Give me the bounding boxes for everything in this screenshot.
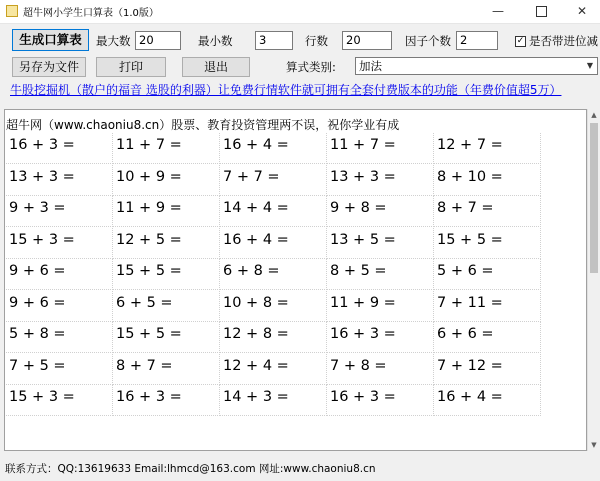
factors-label: 因子个数 bbox=[405, 34, 451, 48]
problem-cell: 15 + 5 = bbox=[113, 322, 220, 353]
problem-cell: 11 + 9 = bbox=[113, 196, 220, 227]
vertical-scrollbar[interactable] bbox=[587, 109, 600, 451]
problem-cell: 7 + 7 = bbox=[220, 165, 327, 196]
formula-type-label: 算式类别: bbox=[286, 60, 336, 74]
generate-button[interactable]: 生成口算表 bbox=[12, 29, 89, 51]
problem-cell: 10 + 9 = bbox=[113, 165, 220, 196]
maximize-icon bbox=[536, 6, 547, 17]
problem-cell: 5 + 6 = bbox=[434, 259, 541, 290]
scroll-up-icon[interactable]: ▲ bbox=[591, 111, 597, 119]
problem-cell: 7 + 12 = bbox=[434, 354, 541, 385]
min-number-label: 最小数 bbox=[198, 34, 233, 48]
problem-cell: 11 + 7 = bbox=[113, 133, 220, 164]
close-button[interactable]: ✕ bbox=[576, 4, 588, 18]
problem-cell: 8 + 7 = bbox=[113, 354, 220, 385]
problem-cell: 14 + 3 = bbox=[220, 385, 327, 416]
problem-cell: 15 + 3 = bbox=[6, 228, 113, 259]
problem-cell: 7 + 8 = bbox=[327, 354, 434, 385]
exit-button[interactable]: 退出 bbox=[182, 57, 250, 77]
rows-label: 行数 bbox=[305, 34, 328, 48]
problem-cell: 14 + 4 = bbox=[220, 196, 327, 227]
problem-cell: 16 + 3 = bbox=[6, 133, 113, 164]
problem-cell: 8 + 10 = bbox=[434, 165, 541, 196]
min-number-input[interactable]: 3 bbox=[255, 31, 293, 50]
contact-info: 联系方式：QQ:13619633 Email:lhmcd@163.com 网址:www.chaoniu8.cn bbox=[5, 463, 376, 475]
problem-cell: 6 + 6 = bbox=[434, 322, 541, 353]
maximize-button[interactable] bbox=[521, 0, 561, 23]
problem-cell: 15 + 5 = bbox=[434, 228, 541, 259]
chevron-down-icon: ▼ bbox=[586, 61, 594, 70]
carry-checkbox[interactable] bbox=[515, 36, 526, 47]
problem-cell: 8 + 5 = bbox=[327, 259, 434, 290]
problem-cell: 15 + 5 = bbox=[113, 259, 220, 290]
problem-cell: 12 + 4 = bbox=[220, 354, 327, 385]
sheet-header: 超牛网（www.chaoniu8.cn）股票、教育投资管理两不误，祝你学业有成 bbox=[6, 118, 400, 132]
scroll-down-icon[interactable]: ▼ bbox=[591, 441, 597, 449]
print-button[interactable]: 打印 bbox=[96, 57, 166, 77]
problem-cell: 16 + 3 = bbox=[327, 385, 434, 416]
rows-input[interactable]: 20 bbox=[342, 31, 392, 50]
problem-cell: 16 + 3 = bbox=[327, 322, 434, 353]
problem-cell: 8 + 7 = bbox=[434, 196, 541, 227]
checkmark-icon: ✓ bbox=[516, 36, 525, 46]
problem-cell: 10 + 8 = bbox=[220, 291, 327, 322]
problem-cell: 6 + 5 = bbox=[113, 291, 220, 322]
problem-cell: 13 + 3 = bbox=[6, 165, 113, 196]
problem-cell: 6 + 8 = bbox=[220, 259, 327, 290]
problem-cell: 5 + 8 = bbox=[6, 322, 113, 353]
problem-cell: 9 + 6 = bbox=[6, 291, 113, 322]
title-bar bbox=[0, 0, 600, 24]
problem-cell: 16 + 3 = bbox=[113, 385, 220, 416]
carry-label: 是否带进位减 bbox=[529, 34, 598, 48]
factors-input[interactable]: 2 bbox=[456, 31, 498, 50]
problem-cell: 12 + 8 = bbox=[220, 322, 327, 353]
formula-type-select[interactable] bbox=[355, 57, 598, 75]
formula-type-value: 加法 bbox=[359, 59, 382, 73]
problem-cell: 11 + 9 = bbox=[327, 291, 434, 322]
problem-cell: 12 + 5 = bbox=[113, 228, 220, 259]
problem-cell: 11 + 7 = bbox=[327, 133, 434, 164]
max-number-input[interactable]: 20 bbox=[135, 31, 181, 50]
problem-cell: 16 + 4 = bbox=[434, 385, 541, 416]
problem-cell: 12 + 7 = bbox=[434, 133, 541, 164]
max-number-label: 最大数 bbox=[96, 34, 131, 48]
problem-cell: 16 + 4 = bbox=[220, 228, 327, 259]
problem-cell: 15 + 3 = bbox=[6, 385, 113, 416]
arithmetic-sheet bbox=[4, 109, 587, 451]
problem-cell: 9 + 8 = bbox=[327, 196, 434, 227]
problem-cell: 13 + 3 = bbox=[327, 165, 434, 196]
problem-cell: 7 + 5 = bbox=[6, 354, 113, 385]
promo-link[interactable]: 牛股挖掘机（散户的福音 选股的利器）让免费行情软件就可拥有全套付费版本的功能（年费价值超5万） bbox=[10, 83, 562, 97]
window-title: 超牛网小学生口算表（1.0版） bbox=[23, 8, 159, 19]
save-as-file-button[interactable]: 另存为文件 bbox=[12, 57, 86, 77]
app-icon bbox=[6, 5, 18, 17]
minimize-button[interactable]: — bbox=[492, 4, 504, 18]
problem-cell: 16 + 4 = bbox=[220, 133, 327, 164]
problem-cell: 9 + 6 = bbox=[6, 259, 113, 290]
scrollbar-thumb[interactable] bbox=[590, 123, 598, 273]
problem-cell: 9 + 3 = bbox=[6, 196, 113, 227]
problem-cell: 13 + 5 = bbox=[327, 228, 434, 259]
problem-cell: 7 + 11 = bbox=[434, 291, 541, 322]
